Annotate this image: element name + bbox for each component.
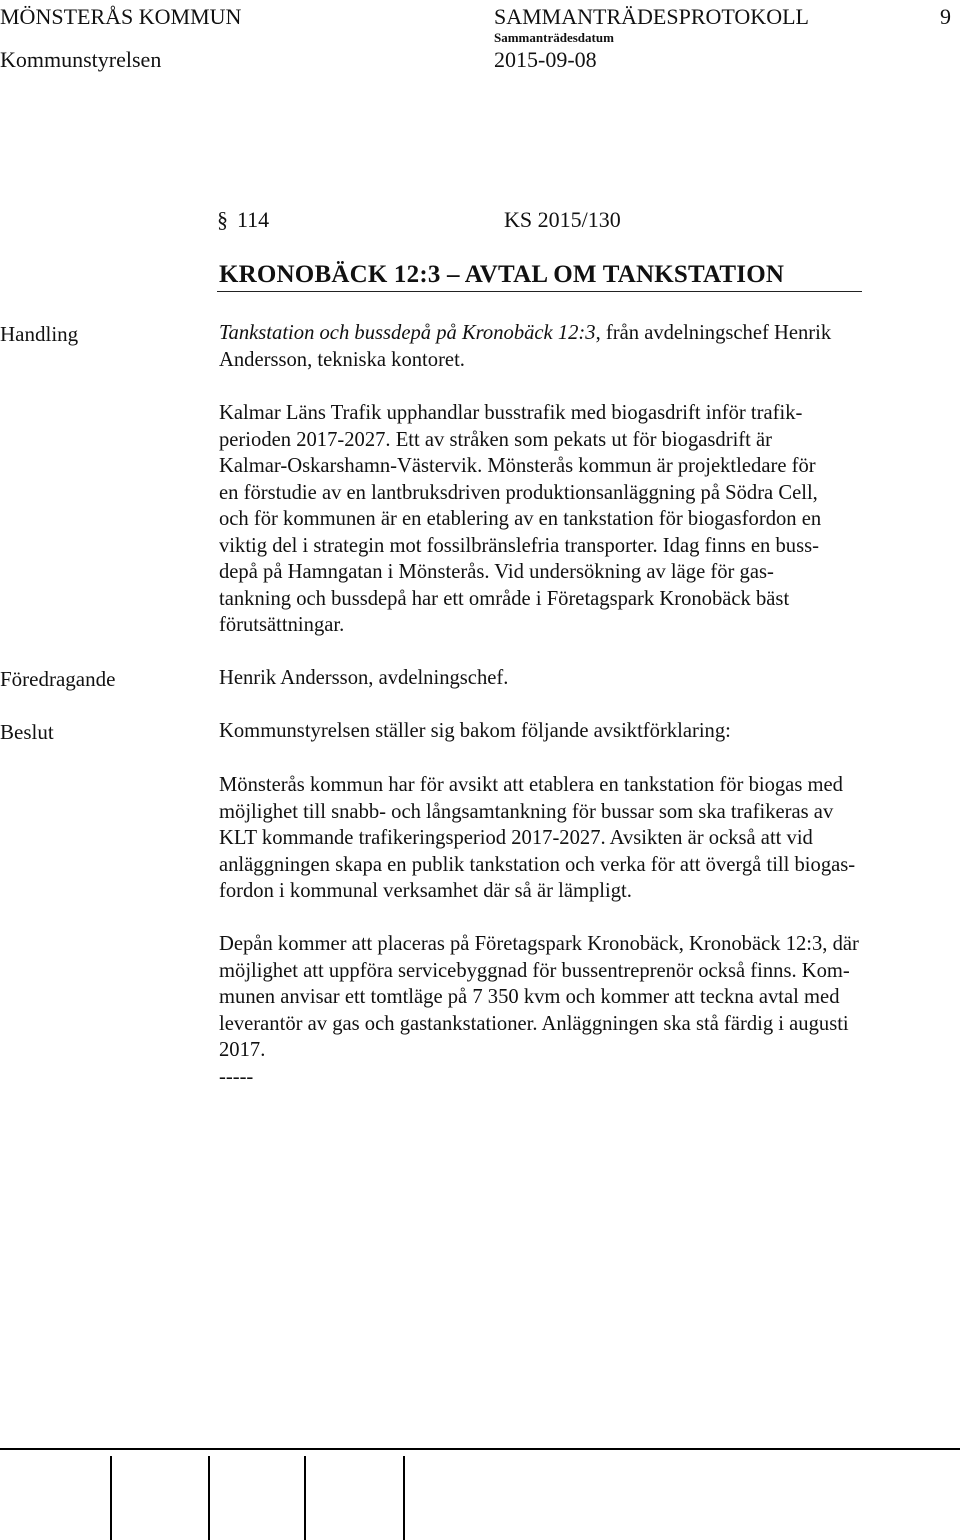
beslut-label: Beslut — [0, 720, 54, 744]
handling-document-title: Tankstation och bussdepå på Kronobäck 12:3 — [219, 322, 596, 344]
text-line: Kalmar-Oskarshamn-Västervik. Mönsterås kommun är projektledare för — [219, 455, 816, 477]
foredragande-value: Henrik Andersson, avdelningschef. — [219, 667, 509, 689]
handling-label: Handling — [0, 322, 79, 346]
footer-rule — [0, 1448, 960, 1450]
item-title: KRONOBÄCK 12:3 – AVTAL OM TANKSTATION — [219, 261, 785, 288]
document-type: SAMMANTRÄDESPROTOKOLL — [494, 4, 809, 29]
text-line: 2017. — [219, 1039, 266, 1061]
text-line: tankning och bussdepå har ett område i Företagspark Kronobäck bäst — [219, 587, 790, 610]
title-underline — [217, 291, 862, 292]
text-line: KLT kommande trafikeringsperiod 2017-2027. Avsikten är också att vid — [219, 827, 813, 849]
text-line: Depån kommer att placeras på Företagspark Kronobäck, Kronobäck 12:3, där — [219, 933, 859, 955]
case-number: KS 2015/130 — [504, 207, 621, 232]
text-line: möjlighet att uppföra servicebyggnad för bussentreprenör också finns. Kom- — [219, 959, 850, 982]
text-line: Kalmar Läns Trafik upphandlar busstrafik med biogasdrift inför trafik- — [219, 402, 803, 424]
foredragande-label: Föredragande — [0, 667, 116, 691]
text-line: perioden 2017-2027. Ett av stråken som pekats ut för biogasdrift är — [219, 428, 773, 451]
signature-box-divider — [208, 1456, 210, 1540]
text-line: anläggningen skapa en publik tankstation och verka för att övergå till biogas- — [219, 853, 856, 876]
text-line: depå på Hamngatan i Mönsterås. Vid undersökning av läge för gas- — [219, 561, 774, 583]
municipality-name: MÖNSTERÅS KOMMUN — [0, 4, 242, 29]
handling-paragraph — [219, 400, 821, 639]
handling-text — [219, 320, 831, 373]
handling-document-source: , från avdelningschef Henrik — [595, 322, 832, 344]
paragraph-sign: § — [217, 207, 228, 232]
text-line: leverantör av gas och gastankstationer. Anläggningen ska stå färdig i augusti — [219, 1012, 849, 1035]
handling-line: Andersson, tekniska kontoret. — [219, 348, 465, 371]
board-name: Kommunstyrelsen — [0, 47, 162, 72]
date-label: Sammanträdesdatum — [494, 30, 614, 45]
text-line: viktig del i strategin mot fossilbränslefria transporter. Idag finns en buss- — [219, 534, 819, 557]
text-line: och för kommunen är en etablering av en tankstation för biogasfordon en — [219, 508, 822, 530]
text-line: möjlighet till snabb- och långsamtankning för bussar som ska trafikeras av — [219, 800, 834, 823]
text-line: fordon i kommunal verksamhet där så är lämpligt. — [219, 880, 632, 902]
text-line: Mönsterås kommun har för avsikt att etablera en tankstation för biogas med — [219, 774, 843, 796]
end-mark: ----- — [219, 1065, 254, 1088]
signature-box-divider — [403, 1456, 405, 1540]
text-line: munen anvisar ett tomtläge på 7 350 kvm och kommer att teckna avtal med — [219, 986, 840, 1008]
page-number: 9 — [940, 4, 951, 29]
beslut-paragraph-2 — [219, 931, 859, 1090]
beslut-intro: Kommunstyrelsen ställer sig bakom följande avsiktförklaring: — [219, 720, 731, 742]
signature-box-divider — [110, 1456, 112, 1540]
text-line: förutsättningar. — [219, 614, 345, 636]
beslut-paragraph-1 — [219, 772, 855, 905]
meeting-date: 2015-09-08 — [494, 47, 597, 72]
text-line: en förstudie av en lantbruksdriven produktionsanläggning på Södra Cell, — [219, 481, 818, 504]
signature-box-divider — [304, 1456, 306, 1540]
paragraph-number: 114 — [237, 207, 270, 232]
